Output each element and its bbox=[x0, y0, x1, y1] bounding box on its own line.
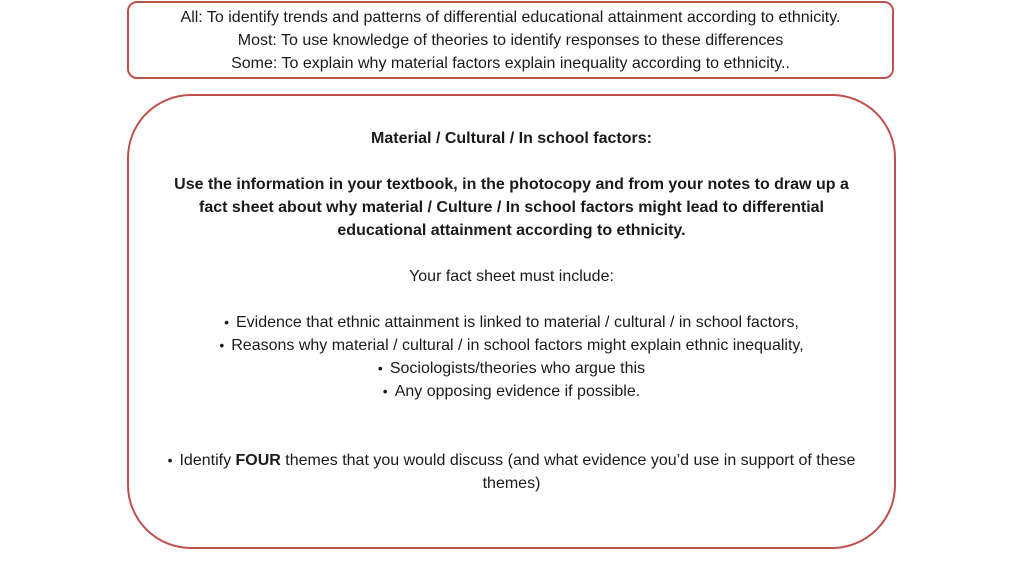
list-item-text: Sociologists/theories who argue this bbox=[389, 360, 646, 377]
list-item-text: Evidence that ethnic attainment is linked to material / cultural / in school factors, bbox=[235, 314, 799, 331]
themes-task bbox=[159, 449, 864, 495]
fact-sheet-intro: Your fact sheet must include: bbox=[409, 268, 614, 285]
list-item bbox=[159, 357, 864, 380]
themes-emphasis: FOUR bbox=[235, 452, 281, 469]
bullet-icon: • bbox=[224, 314, 229, 330]
bullet-icon: • bbox=[219, 337, 225, 353]
list-item bbox=[159, 334, 864, 357]
must-include-list bbox=[159, 311, 864, 403]
list-item-text: Any opposing evidence if possible. bbox=[394, 383, 641, 400]
task-box bbox=[127, 94, 896, 549]
themes-prefix: Identify bbox=[179, 452, 236, 469]
task-heading: Material / Cultural / In school factors: bbox=[371, 130, 652, 147]
bullet-icon: • bbox=[377, 360, 383, 376]
task-instruction: Use the information in your textbook, in the photocopy and from your notes to draw up a fact sheet about why material / Culture / In school factors might lead to differential educational attainment according to ethnicity. bbox=[174, 176, 849, 239]
objective-most: Most: To use knowledge of theories to identify responses to these differences bbox=[237, 31, 784, 49]
task-content bbox=[159, 127, 864, 495]
list-item bbox=[159, 380, 864, 403]
objective-some: Some: To explain why material factors explain inequality according to ethnicity.. bbox=[231, 54, 790, 72]
bullet-icon: • bbox=[167, 452, 173, 468]
list-item-text: Reasons why material / cultural / in school factors might explain ethnic inequality, bbox=[231, 337, 804, 354]
list-item bbox=[159, 311, 864, 334]
objective-all: All: To identify trends and patterns of differential educational attainment according to ethnicity. bbox=[180, 8, 841, 26]
learning-objectives-box bbox=[127, 1, 894, 79]
bullet-icon: • bbox=[382, 383, 388, 399]
themes-suffix: themes that you would discuss (and what evidence you’d use in support of these themes) bbox=[280, 452, 856, 492]
